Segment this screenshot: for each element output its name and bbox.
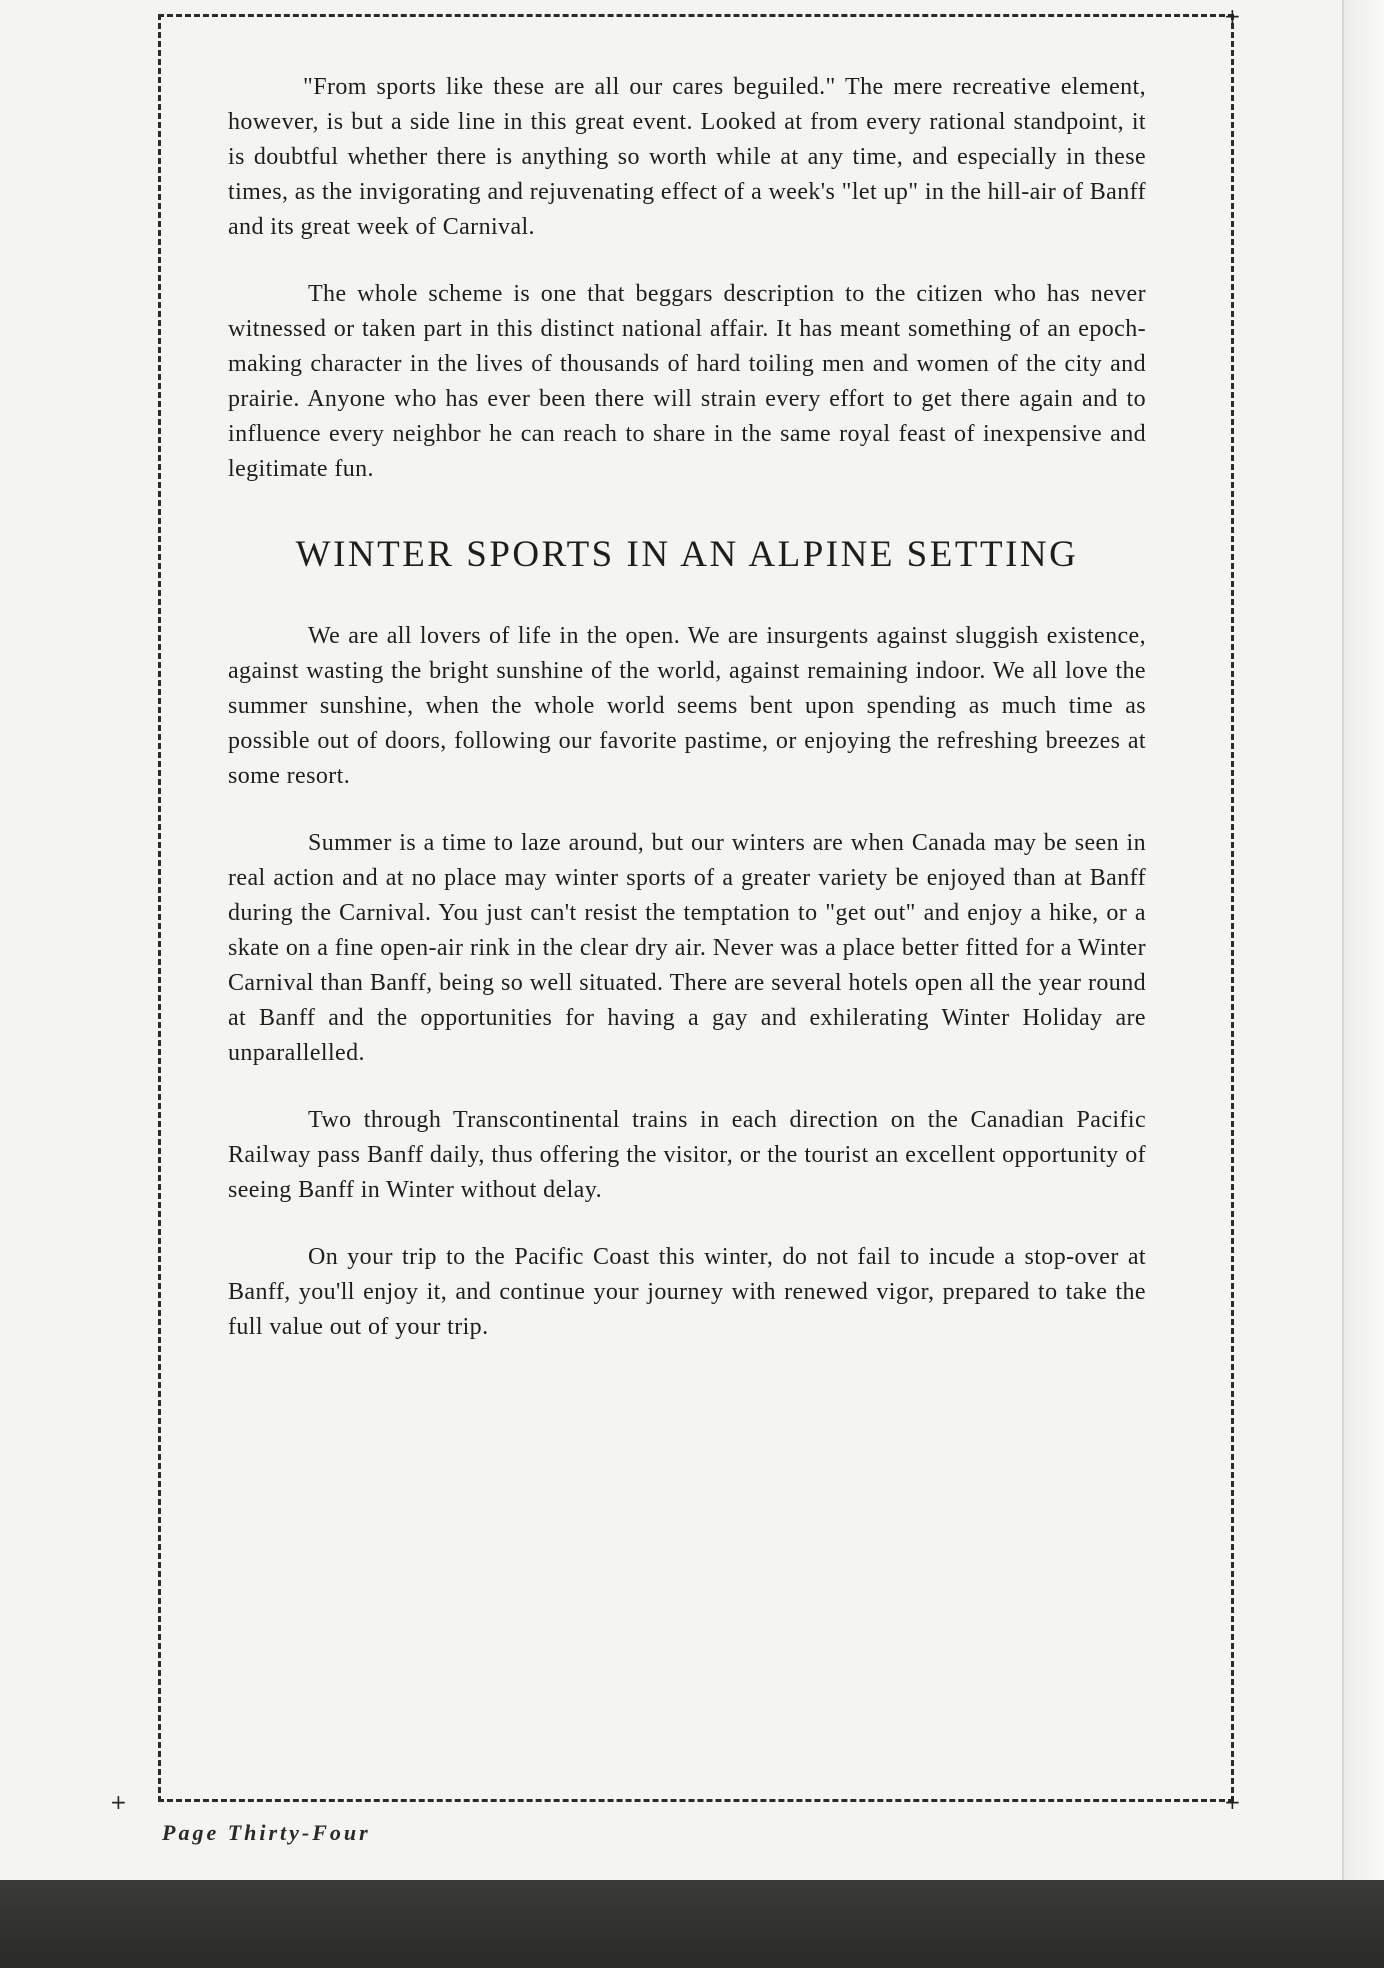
article-body — [228, 70, 1146, 1377]
border-corner-bottom-right: + — [1224, 1790, 1241, 1814]
page-number: Page Thirty-Four — [162, 1820, 371, 1845]
paragraph-open-life: We are all lovers of life in the open. We are insurgents against sluggish existence, against wasting the bright sunshine of the world, against remaining indoor. We all love the summer sunshine, when the whole world seems bent upon spending as much time as possible out of doors, following our favorite pastime, or enjoying the refreshing breezes at some resort. — [228, 623, 1146, 789]
border-corner-bottom-left: + — [110, 1790, 127, 1814]
paragraph-trip: On your trip to the Pacific Coast this winter, do not fail to incude a stop-over at Banff, you'll enjoy it, and continue your journey with renewed vigor, prepared to take the full value out of your trip. — [228, 1244, 1146, 1340]
paragraph-winter-action: Summer is a time to laze around, but our winters are when Canada may be seen in real action and at no place may winter sports of a greater variety be enjoyed than at Banff during the Carnival. You just can't resist the temptation to "get out" and enjoy a hike, or a skate on a fine open-air rink in the clear dry air. Never was a place better fitted for a Winter Carnival than Banff, being so well situated. There are several hotels open all the year round at Banff and the opportunities for having a gay and exhilerating Winter Holiday are unparallelled. — [228, 830, 1146, 1066]
next-page-edge — [1342, 0, 1384, 1880]
border-corner-top-right: + — [1224, 4, 1241, 28]
section-heading: WINTER SPORTS IN AN ALPINE SETTING — [295, 534, 1079, 575]
scan-bottom-shadow — [0, 1880, 1384, 1968]
paragraph-trains: Two through Transcontinental trains in each direction on the Canadian Pacific Railway pass Banff daily, thus offering the visitor, or the tourist an excellent opportunity of seeing Banff in Winter without delay. — [228, 1107, 1146, 1203]
paragraph-recreation: "From sports like these are all our cares beguiled." The mere recreative element, however, is but a side line in this great event. Looked at from every rational standpoint, it is doubtful whether there is anything so worth while at any time, and especially in these times, as the invigorating and rejuvenating effect of a week's "let up" in the hill-air of Banff and its great week of Carnival. — [228, 74, 1146, 240]
paragraph-scheme: The whole scheme is one that beggars description to the citizen who has never witnessed or taken part in this distinct national affair. It has meant something of an epoch-making character in the lives of thousands of hard toiling men and women of the city and prairie. Anyone who has ever been there will strain every effort to get there again and to influence every neighbor he can reach to share in the same royal feast of inexpensive and legitimate fun. — [228, 281, 1146, 482]
